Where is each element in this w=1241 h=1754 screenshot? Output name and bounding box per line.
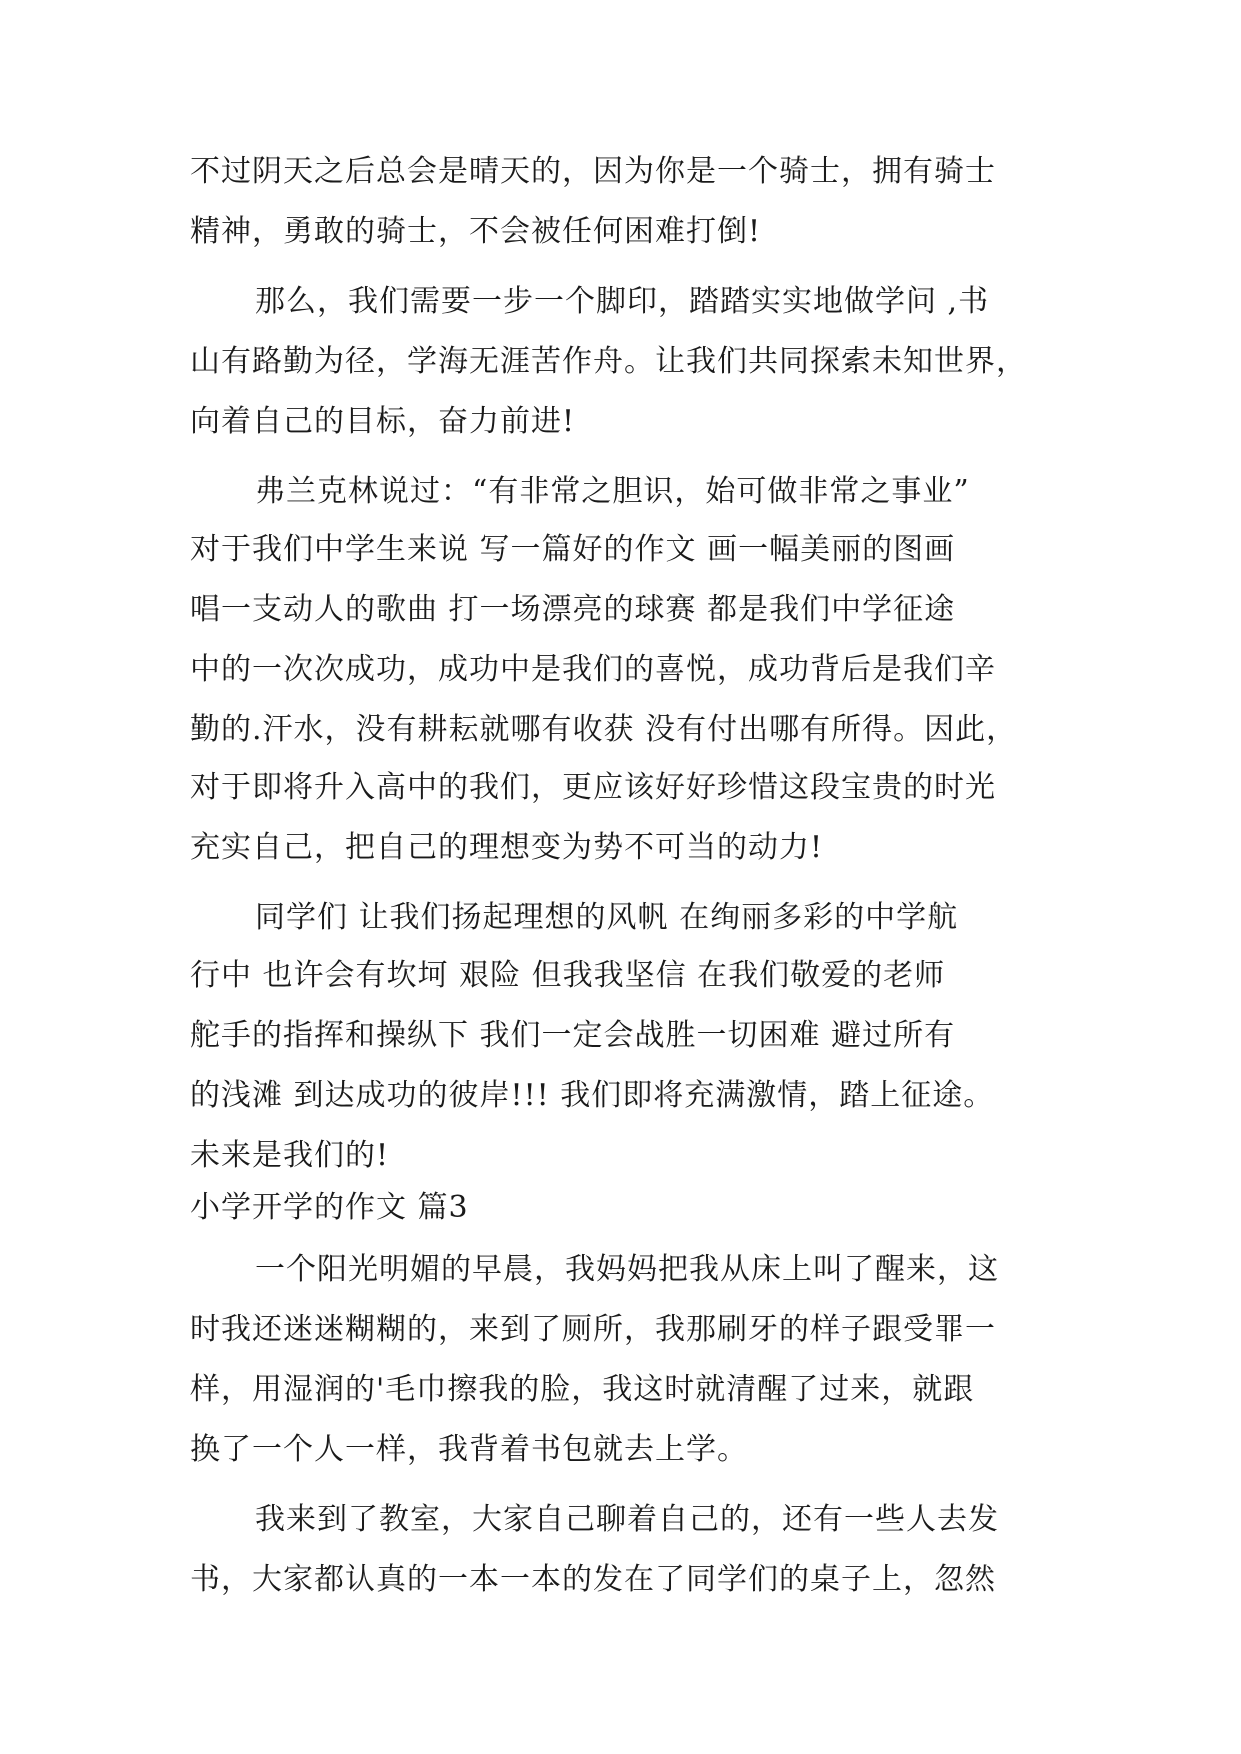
text-line: 换了一个人一样，我背着书包就去上学。	[190, 1432, 748, 1467]
text-line: 一个阳光明媚的早晨，我妈妈把我从床上叫了醒来，这	[255, 1252, 999, 1287]
text-line: 舵手的指挥和操纵下 我们一定会战胜一切困难 避过所有	[190, 1018, 956, 1053]
text-line: 精神，勇敢的骑士，不会被任何困难打倒!	[190, 214, 762, 249]
text-line: 不过阴天之后总会是晴天的，因为你是一个骑士，拥有骑士	[190, 154, 996, 189]
text-line: 山有路勤为径，学海无涯苦作舟。让我们共同探索未知世界，	[190, 344, 1027, 379]
text-line: 对于即将升入高中的我们，更应该好好珍惜这段宝贵的时光	[190, 770, 996, 805]
text-line: 勤的.汗水，没有耕耘就哪有收获 没有付出哪有所得。因此，	[190, 712, 1018, 747]
text-line: 同学们 让我们扬起理想的风帆 在绚丽多彩的中学航	[255, 900, 959, 935]
section-heading: 小学开学的作文 篇3	[190, 1190, 469, 1225]
text-line: 中的一次次成功，成功中是我们的喜悦，成功背后是我们辛	[190, 652, 996, 687]
text-line: 对于我们中学生来说 写一篇好的作文 画一幅美丽的图画	[190, 532, 956, 567]
text-line: 行中 也许会有坎坷 艰险 但我我坚信 在我们敬爱的老师	[190, 958, 946, 993]
text-line: 唱一支动人的歌曲 打一场漂亮的球赛 都是我们中学征途	[190, 592, 956, 627]
text-line: 的浅滩 到达成功的彼岸!!! 我们即将充满激情，踏上征途。	[190, 1078, 995, 1113]
text-line: 未来是我们的!	[190, 1138, 390, 1173]
text-line: 那么，我们需要一步一个脚印，踏踏实实地做学问 ,书	[255, 284, 990, 319]
text-line: 时我还迷迷糊糊的，来到了厕所，我那刷牙的样子跟受罪一	[190, 1312, 996, 1347]
text-line: 书，大家都认真的一本一本的发在了同学们的桌子上，忽然	[190, 1562, 996, 1597]
text-line: 弗兰克林说过：“有非常之胆识，始可做非常之事业”	[255, 474, 970, 509]
text-line: 我来到了教室，大家自己聊着自己的，还有一些人去发	[255, 1502, 999, 1537]
text-line: 充实自己，把自己的理想变为势不可当的动力!	[190, 830, 824, 865]
text-line: 样，用湿润的'毛巾擦我的脸，我这时就清醒了过来，就跟	[190, 1372, 975, 1407]
text-line: 向着自己的目标，奋力前进!	[190, 404, 576, 439]
